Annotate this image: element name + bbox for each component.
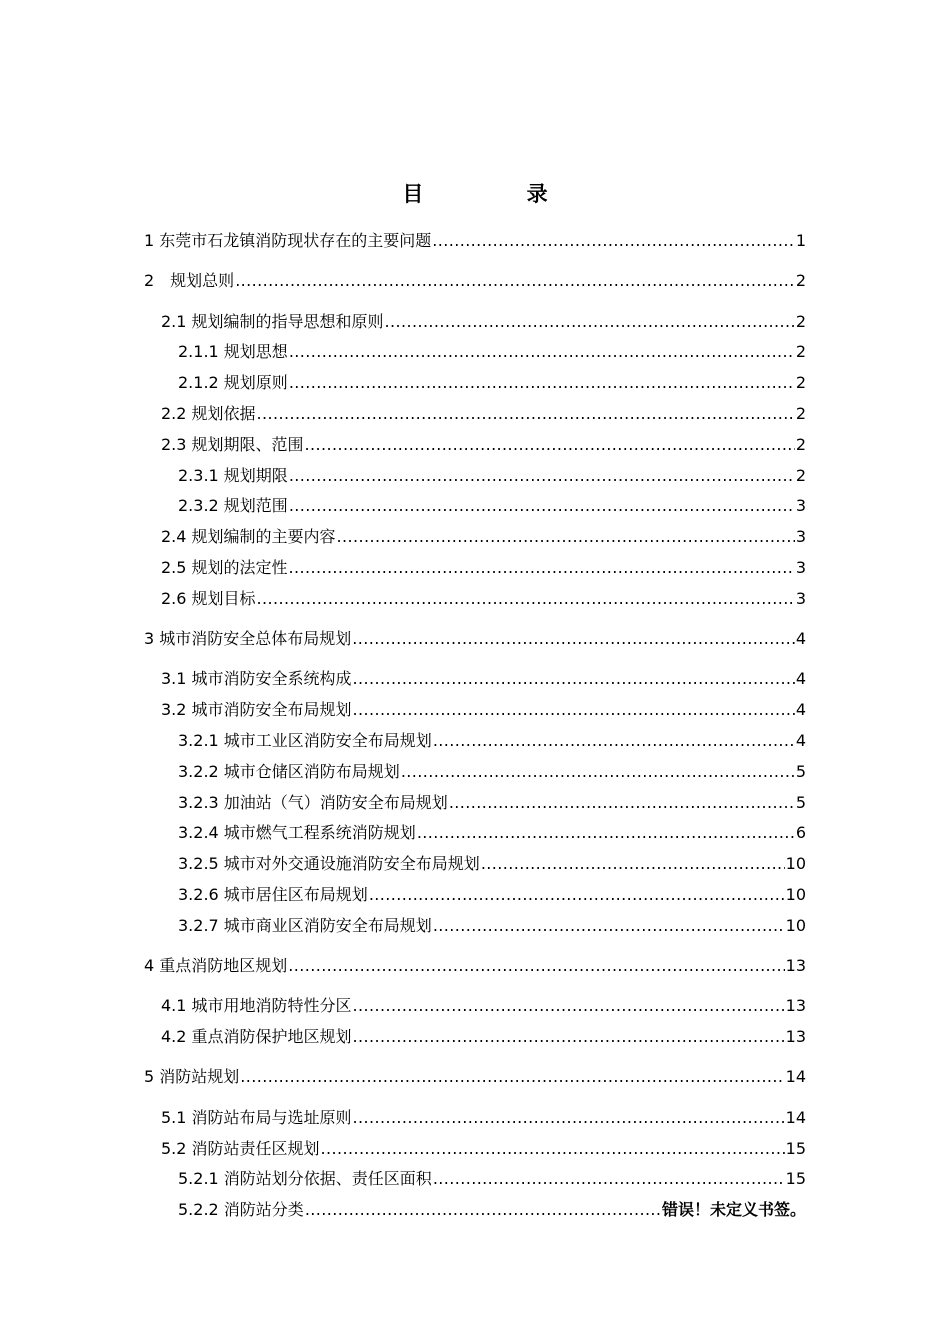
dot-leader	[353, 664, 795, 695]
dot-leader	[289, 368, 795, 399]
dot-leader	[257, 584, 795, 615]
dot-leader	[289, 553, 795, 584]
dot-leader	[257, 399, 795, 430]
toc-entry-page: 15	[785, 1169, 806, 1189]
toc-entry-label: 3.2.6 城市居住区布局规划	[178, 884, 368, 904]
dot-leader	[353, 1103, 785, 1134]
dot-leader	[385, 307, 795, 338]
toc-entry-label: 2.5 规划的法定性	[161, 557, 288, 577]
toc-entry[interactable]	[144, 1195, 806, 1226]
toc-entry[interactable]	[144, 664, 806, 695]
toc-entry-label: 3.2.4 城市燃气工程系统消防规划	[178, 823, 416, 843]
toc-title: 目 录	[402, 182, 596, 206]
dot-leader	[433, 911, 785, 942]
toc-entry[interactable]	[144, 553, 806, 584]
toc-entry[interactable]	[144, 226, 806, 257]
toc-entry[interactable]	[144, 911, 806, 942]
dot-leader	[433, 726, 795, 757]
toc-entry-label: 3.2.3 加油站（气）消防安全布局规划	[178, 792, 448, 812]
dot-leader	[289, 337, 795, 368]
toc-entry-page: 4	[795, 629, 806, 649]
toc-entry[interactable]	[144, 1062, 806, 1093]
dot-leader	[353, 1022, 785, 1053]
toc-entry-page: 13	[785, 996, 806, 1016]
toc-entry-page: 5	[795, 761, 806, 781]
toc-entry[interactable]	[144, 818, 806, 849]
toc-entry-page: 3	[795, 588, 806, 608]
toc-entry-page: 6	[795, 823, 806, 843]
toc-entry[interactable]	[144, 726, 806, 757]
toc-entry-label: 3.2 城市消防安全布局规划	[161, 700, 352, 720]
toc-entry-label: 3.2.2 城市仓储区消防布局规划	[178, 761, 400, 781]
dot-leader	[401, 757, 795, 788]
dot-leader	[337, 522, 795, 553]
dot-leader	[289, 461, 795, 492]
toc-entry-label: 1 东莞市石龙镇消防现状存在的主要问题	[144, 231, 432, 250]
toc-entry-label: 2 规划总则	[144, 271, 235, 291]
toc-entry-label: 3.2.1 城市工业区消防安全布局规划	[178, 730, 432, 750]
toc-entry[interactable]	[144, 757, 806, 788]
toc-entry-page: 4	[795, 669, 806, 689]
toc-entry[interactable]	[144, 991, 806, 1022]
toc-entry-label: 3.2.5 城市对外交通设施消防安全布局规划	[178, 854, 480, 874]
toc-entry-label: 2.1.2 规划原则	[178, 373, 288, 393]
toc-entry-page: 14	[785, 1107, 806, 1127]
toc-entry[interactable]	[144, 491, 806, 522]
toc-entry-page: 2	[795, 403, 806, 423]
dot-leader	[369, 880, 785, 911]
toc-entry-label: 5.2 消防站责任区规划	[161, 1138, 320, 1158]
toc-entry[interactable]	[144, 337, 806, 368]
toc-entry[interactable]	[144, 788, 806, 819]
toc-entry-label: 2.1.1 规划思想	[178, 342, 288, 362]
toc-entry[interactable]	[144, 399, 806, 430]
toc-entry-page: 4	[795, 730, 806, 750]
toc-entry-page: 2	[795, 342, 806, 362]
toc-entry-label: 4.1 城市用地消防特性分区	[161, 996, 352, 1016]
toc-entry-label: 3.2.7 城市商业区消防安全布局规划	[178, 915, 432, 935]
toc-entry-page: 1	[795, 231, 806, 250]
toc-entry[interactable]	[144, 880, 806, 911]
toc-entry-label: 4.2 重点消防保护地区规划	[161, 1027, 352, 1047]
toc-entry-page-error: 错误！未定义书签。	[661, 1200, 806, 1220]
toc-entry-label: 4 重点消防地区规划	[144, 956, 288, 976]
toc-entry-label: 5 消防站规划	[144, 1067, 240, 1087]
dot-leader	[235, 266, 795, 297]
toc-entry-page: 14	[785, 1067, 806, 1087]
toc-entry[interactable]	[144, 1103, 806, 1134]
toc-entry-page: 10	[785, 854, 806, 874]
toc-entry-page: 2	[795, 271, 806, 291]
toc-entry[interactable]	[144, 522, 806, 553]
toc-entry-page: 2	[795, 373, 806, 393]
toc-entry-label: 3 城市消防安全总体布局规划	[144, 629, 352, 649]
toc-entry[interactable]	[144, 584, 806, 615]
toc-entry[interactable]	[144, 1022, 806, 1053]
toc-entry-label: 2.3 规划期限、范围	[161, 434, 304, 454]
toc-entry-label: 5.2.2 消防站分类	[178, 1200, 304, 1220]
toc-entry[interactable]	[144, 951, 806, 982]
dot-leader	[352, 624, 795, 655]
toc-entry-label: 5.1 消防站布局与选址原则	[161, 1107, 352, 1127]
toc-entry-page: 3	[795, 557, 806, 577]
toc-entry[interactable]	[144, 624, 806, 655]
toc-entry-page: 2	[795, 465, 806, 485]
table-of-contents	[144, 226, 806, 1226]
toc-entry-label: 5.2.1 消防站划分依据、责任区面积	[178, 1169, 432, 1189]
toc-entry-page: 2	[795, 434, 806, 454]
toc-entry-page: 4	[795, 700, 806, 720]
toc-entry-page: 5	[795, 792, 806, 812]
toc-entry[interactable]	[144, 266, 806, 297]
toc-entry[interactable]	[144, 849, 806, 880]
toc-entry-page: 13	[785, 956, 806, 976]
dot-leader	[353, 991, 785, 1022]
dot-leader	[288, 951, 784, 982]
toc-entry-page: 3	[795, 496, 806, 516]
toc-entry-page: 3	[795, 527, 806, 547]
toc-entry-page: 13	[785, 1027, 806, 1047]
toc-entry[interactable]	[144, 307, 806, 338]
dot-leader	[305, 1195, 661, 1226]
dot-leader	[449, 788, 795, 819]
toc-entry-label: 2.6 规划目标	[161, 588, 256, 608]
toc-entry-label: 3.1 城市消防安全系统构成	[161, 669, 352, 689]
dot-leader	[433, 1164, 785, 1195]
toc-entry-page: 10	[785, 915, 806, 935]
toc-entry-label: 2.3.2 规划范围	[178, 496, 288, 516]
dot-leader	[353, 695, 795, 726]
dot-leader	[481, 849, 785, 880]
toc-entry-page: 15	[785, 1138, 806, 1158]
toc-entry-label: 2.1 规划编制的指导思想和原则	[161, 311, 384, 331]
toc-entry[interactable]	[144, 461, 806, 492]
toc-entry-label: 2.4 规划编制的主要内容	[161, 527, 336, 547]
dot-leader	[417, 818, 795, 849]
toc-entry[interactable]	[144, 695, 806, 726]
dot-leader	[305, 430, 795, 461]
toc-entry-page: 2	[795, 311, 806, 331]
dot-leader	[240, 1062, 784, 1093]
dot-leader	[289, 491, 795, 522]
toc-entry[interactable]	[144, 1164, 806, 1195]
toc-entry[interactable]	[144, 368, 806, 399]
toc-entry[interactable]	[144, 430, 806, 461]
toc-entry-label: 2.3.1 规划期限	[178, 465, 288, 485]
toc-entry-page: 10	[785, 884, 806, 904]
toc-entry-label: 2.2 规划依据	[161, 403, 256, 423]
toc-entry[interactable]	[144, 1134, 806, 1165]
dot-leader	[321, 1134, 785, 1165]
dot-leader	[432, 226, 795, 257]
